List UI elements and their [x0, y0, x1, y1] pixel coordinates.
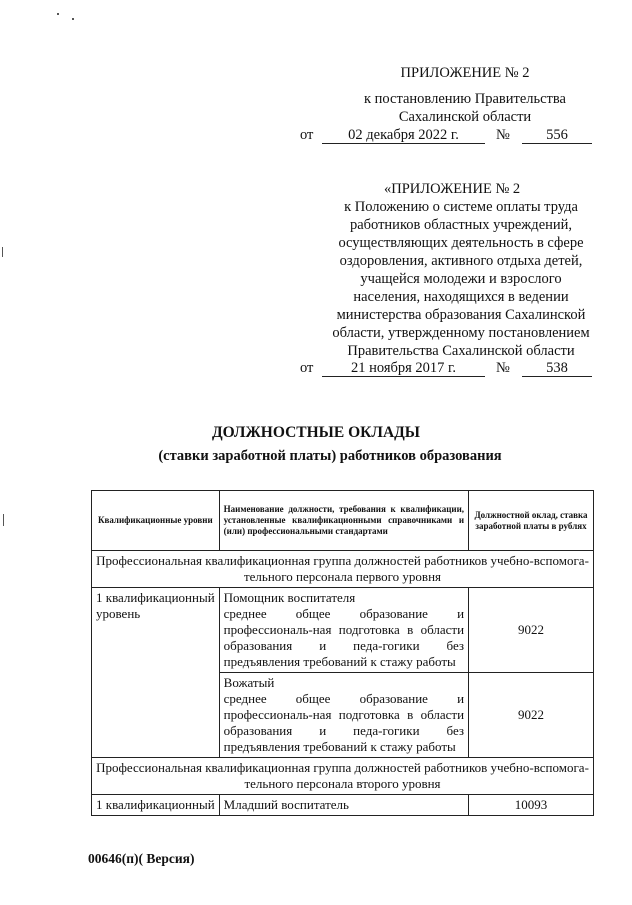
position-name: Вожатый — [223, 675, 275, 690]
regulation-line: осуществляющих деятельность в сфере — [338, 235, 584, 251]
date-underline — [322, 376, 485, 377]
from-label: от — [300, 360, 314, 376]
scan-speck — [3, 514, 4, 526]
date-underline — [322, 143, 485, 144]
header-salary: Должностной оклад, ставка заработной платы в рублях — [469, 491, 594, 551]
number-underline — [522, 143, 592, 144]
appendix-title: ПРИЛОЖЕНИЕ № 2 — [400, 65, 530, 81]
scan-speck — [2, 247, 3, 257]
regulation-line: министерства образования Сахалинской — [336, 307, 586, 323]
decree-line: к постановлению Правительства — [364, 91, 566, 107]
qualification-level: 1 квалификационный уровень — [92, 588, 220, 758]
group-title-1: Профессиональная квалификационная группа должностей работников учебно-вспомога-тельного персонала первого уровня — [92, 551, 594, 588]
regulation-line: оздоровления, активного отдыха детей, — [339, 253, 583, 269]
salary-table — [91, 490, 594, 816]
regulation-line: области, утвержденному постановлением — [332, 325, 590, 341]
regulation-line: населения, находящихся в ведении — [353, 289, 569, 305]
regulation-line: работников областных учреждений, — [349, 217, 573, 233]
footer-text: 00646(п)( Версия) — [88, 851, 195, 866]
scan-speck — [57, 13, 59, 15]
sub-title: (ставки заработной платы) работников образования — [158, 448, 502, 464]
position-cell — [219, 588, 468, 673]
regulation-text — [296, 198, 626, 360]
from-label: от — [300, 127, 314, 143]
position-name: Помощник воспитателя — [223, 590, 356, 605]
table-header-row — [92, 491, 594, 551]
scan-speck — [72, 18, 74, 20]
regulation-date: 21 ноября 2017 г. — [350, 360, 456, 376]
group-row — [92, 758, 594, 795]
position-name: Младший воспитатель — [219, 795, 468, 816]
header-position: Наименование должности, требования к квалификации, установленные квалификационными справочниками и (или) профессиональными стандартами — [219, 491, 468, 551]
appendix-title-2: «ПРИЛОЖЕНИЕ № 2 — [384, 181, 521, 197]
regulation-number: 538 — [546, 360, 568, 376]
position-requirements: среднее общее образование и профессиональ-ная подготовка в области образования и педа-гогики без предъявления требований к стажу работы — [223, 606, 465, 669]
salary-value: 10093 — [469, 795, 594, 816]
group-title-2: Профессиональная квалификационная группа должностей работников учебно-вспомога-тельного персонала второго уровня — [92, 758, 594, 795]
number-label: № — [496, 360, 510, 376]
regulation-line: Правительства Сахалинской области — [347, 343, 575, 359]
header-levels: Квалификационные уровни — [92, 491, 220, 551]
regulation-line: учащейся молодежи и взрослого — [360, 271, 562, 287]
group-row — [92, 551, 594, 588]
number-label: № — [496, 127, 510, 143]
table-row — [92, 588, 594, 673]
decree-date: 02 декабря 2022 г. — [348, 127, 459, 143]
salary-value: 9022 — [469, 588, 594, 673]
position-requirements: среднее общее образование и профессиональ-ная подготовка в области образования и педа-гогики без предъявления требований к стажу работы — [223, 691, 465, 754]
main-title: ДОЛЖНОСТНЫЕ ОКЛАДЫ — [211, 424, 421, 441]
salary-value: 9022 — [469, 673, 594, 758]
qualification-level: 1 квалификационный — [92, 795, 220, 816]
footer-code — [88, 851, 194, 867]
table-row — [92, 795, 594, 816]
decree-number: 556 — [546, 127, 568, 143]
decree-line: Сахалинской области — [398, 109, 532, 125]
number-underline — [522, 376, 592, 377]
regulation-line: к Положению о системе оплаты труда — [344, 199, 578, 215]
position-cell — [219, 673, 468, 758]
